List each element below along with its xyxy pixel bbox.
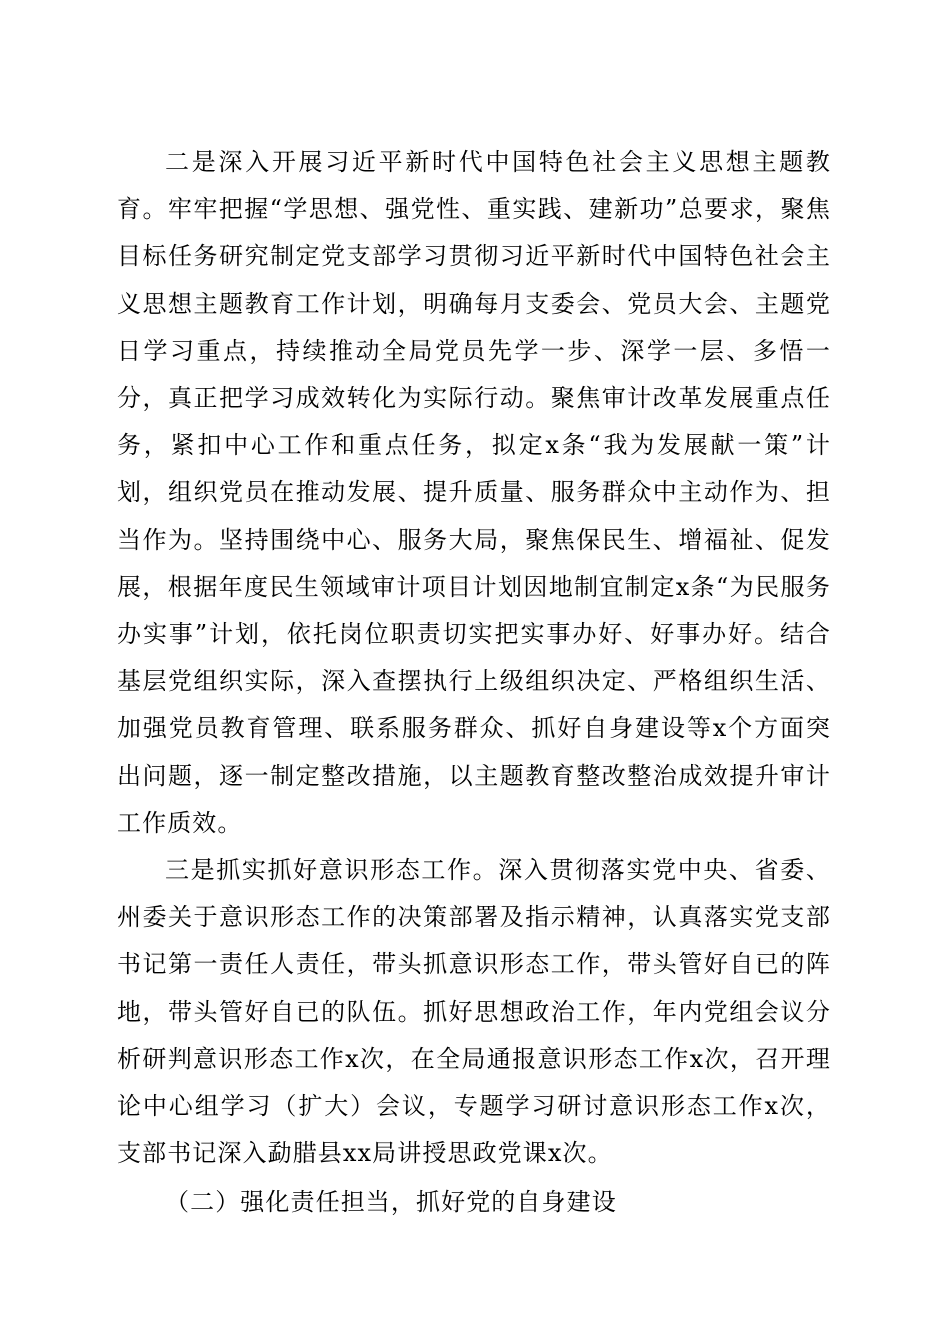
paragraph-ideology-work: 三是抓实抓好意识形态工作。深入贯彻落实党中央、省委、州委关于意识形态工作的决策部署及指示精神，认真落实党支部书记第一责任人责任，带头抓意识形态工作，带头管好自已的阵地，带头管好自已的队伍。抓好思想政治工作，年内党组会议分析研判意识形态工作x次，在全局通报意识形态工作x次，召开理论中心组学习（扩大）会议，专题学习研讨意识形态工作x次，支部书记深入勐腊县xx局讲授思政党课x次。 bbox=[117, 856, 831, 1168]
paragraph-topic-education: 二是深入开展习近平新时代中国特色社会主义思想主题教育。牢牢把握“学思想、强党性、重实践、建新功”总要求，聚焦目标任务研究制定党支部学习贯彻习近平新时代中国特色社会主义思想主题教育工作计划，明确每月支委会、党员大会、主题党日学习重点，持续推动全局党员先学一步、深学一层、多悟一分，真正把学习成效转化为实际行动。聚焦审计改革发展重点任务，紧扣中心工作和重点任务，拟定x条“我为发展献一策”计划，组织党员在推动发展、提升质量、服务群众中主动作为、担当作为。坚持围绕中心、服务大局，聚焦保民生、增福祉、促发展，根据年度民生领域审计项目计划因地制宜制定x条“为民服务办实事”计划，依托岗位职责切实把实事办好、好事办好。结合基层党组织实际，深入查摆执行上级组织决定、严格组织生活、加强党员教育管理、联系服务群众、抓好自身建设等x个方面突出问题，逐一制定整改措施，以主题教育整改整治成效提升审计工作质效。 bbox=[117, 148, 831, 837]
document-body bbox=[117, 139, 831, 1227]
section-heading: （二）强化责任担当，抓好党的自身建设 bbox=[165, 1188, 617, 1217]
